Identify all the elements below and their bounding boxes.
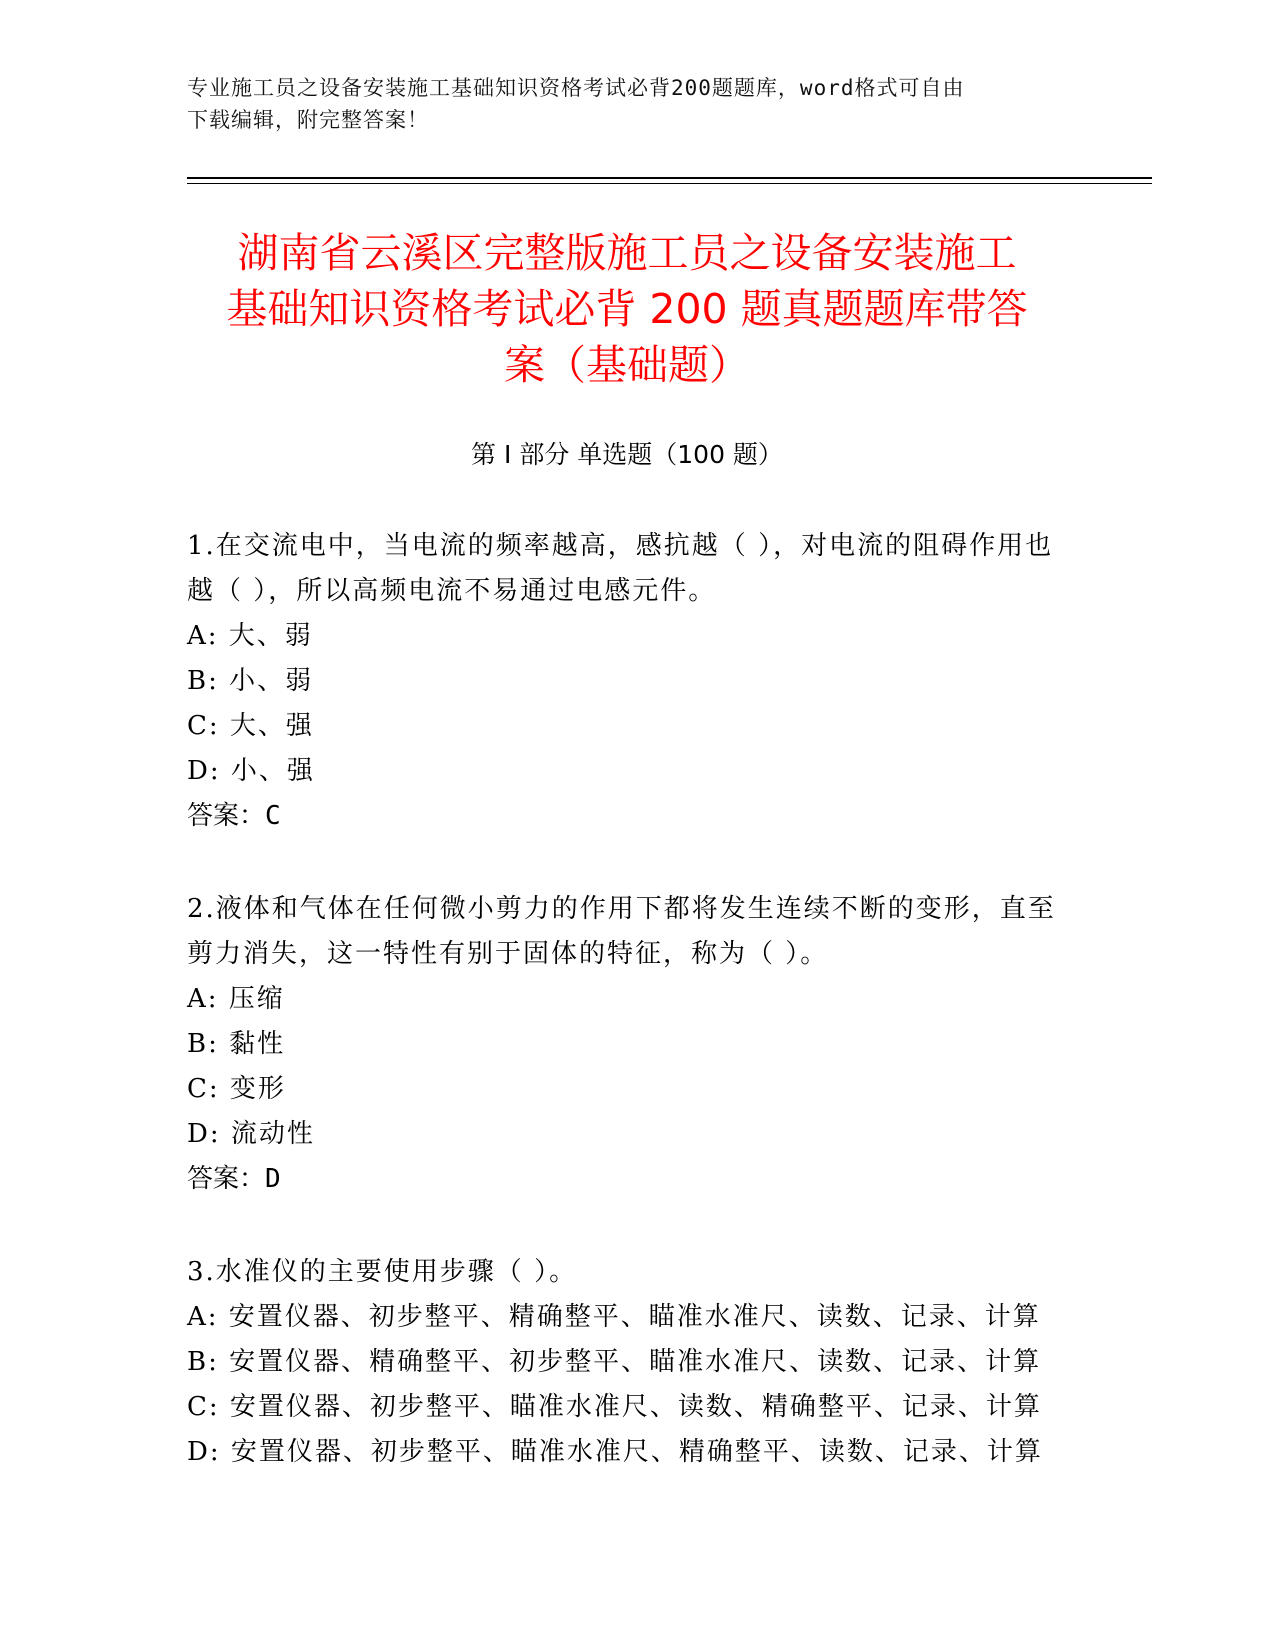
header-note-line-1: 专业施工员之设备安装施工基础知识资格考试必背200题题库，word格式可自由 (187, 76, 965, 100)
question-option-d: D: 小、强 (187, 756, 315, 786)
question-option-a: A: 安置仪器、初步整平、精确整平、瞄准水准尺、读数、记录、计算 (187, 1302, 1041, 1332)
question-option-a: A: 大、弱 (187, 621, 313, 651)
document-title-line-1: 湖南省云溪区完整版施工员之设备安装施工 (237, 229, 1017, 277)
question-option-c: C: 安置仪器、初步整平、瞄准水准尺、读数、精确整平、记录、计算 (187, 1392, 1042, 1422)
document-title (187, 225, 1067, 393)
answer-value: C (265, 801, 281, 831)
question-text: 3.水准仪的主要使用步骤（ ）。 (187, 1257, 578, 1287)
question-option-d: D: 安置仪器、初步整平、瞄准水准尺、精确整平、读数、记录、计算 (187, 1437, 1043, 1467)
question-option-b: B: 黏性 (187, 1029, 286, 1059)
document-title-line-2: 基础知识资格考试必背 200 题真题题库带答 (226, 285, 1028, 333)
answer-label: 答案： (187, 801, 266, 831)
section-title: 第 I 部分 单选题（100 题） (471, 440, 783, 469)
answer-label: 答案： (187, 1164, 266, 1194)
question-option-c: C: 变形 (187, 1074, 286, 1104)
question-item (187, 887, 1067, 1202)
header-rule-thin (187, 183, 1152, 184)
question-text: 1.在交流电中，当电流的频率越高，感抗越（ ），对电流的阻碍作用也越（ ），所以高频电流不易通过电感元件。 (187, 531, 1054, 606)
question-option-b: B: 小、弱 (187, 666, 314, 696)
question-list (187, 524, 1067, 1523)
question-option-c: C: 大、强 (187, 711, 314, 741)
header-rule-thick (187, 177, 1152, 179)
question-answer (187, 1157, 1067, 1202)
question-option-a: A: 压缩 (187, 984, 285, 1014)
question-item (187, 524, 1067, 839)
question-item (187, 1250, 1067, 1475)
answer-value: D (265, 1164, 281, 1194)
question-option-b: B: 安置仪器、精确整平、初步整平、瞄准水准尺、读数、记录、计算 (187, 1347, 1042, 1377)
document-title-line-3: 案（基础题） (504, 341, 750, 389)
question-answer (187, 794, 1067, 839)
header-note-line-2: 下载编辑，附完整答案！ (187, 108, 429, 132)
header-note (187, 72, 1067, 136)
question-text: 2.液体和气体在任何微小剪力的作用下都将发生连续不断的变形，直至剪力消失，这一特性有别于固体的特征，称为（ ）。 (187, 894, 1056, 969)
question-option-d: D: 流动性 (187, 1119, 315, 1149)
